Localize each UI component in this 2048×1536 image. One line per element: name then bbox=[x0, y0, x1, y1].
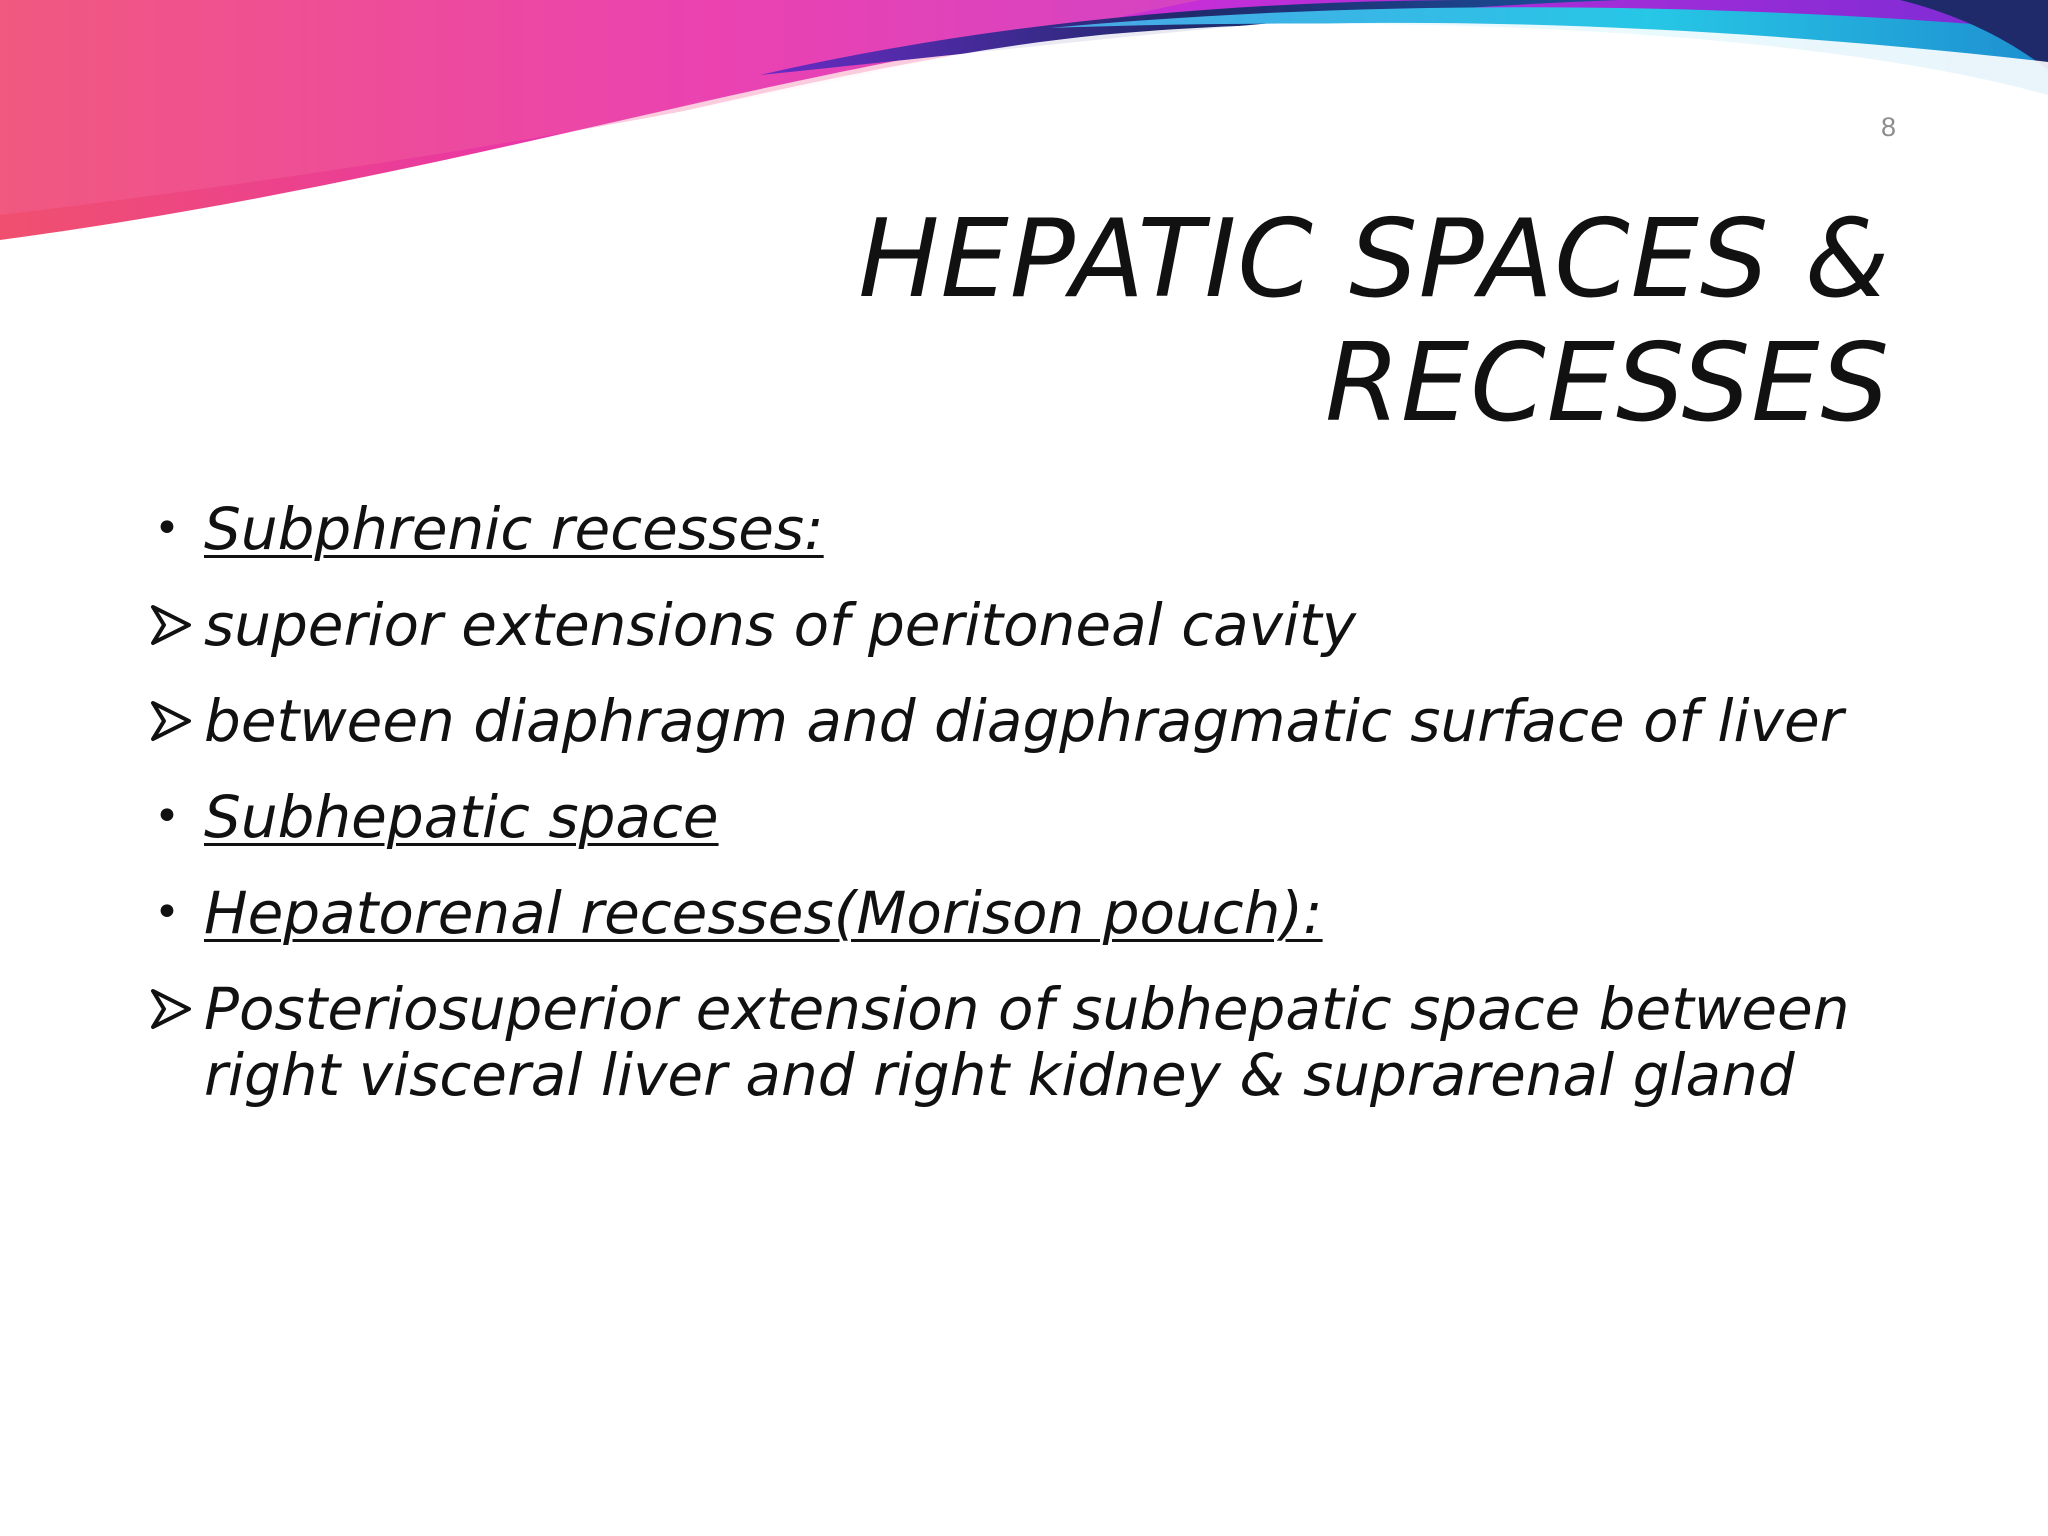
bullet-dot-icon: • bbox=[154, 503, 180, 554]
bullet-text: Subphrenic recesses: bbox=[204, 495, 824, 563]
arrow-bullet-icon bbox=[150, 688, 200, 742]
bullet-dot-icon: • bbox=[154, 887, 180, 938]
slide-number: 8 bbox=[1880, 112, 1896, 142]
slide-title-line-1: HEPATIC SPACES & bbox=[858, 197, 1890, 322]
slide-title bbox=[490, 198, 1890, 446]
bullet-item-hepatorenal-recesses bbox=[150, 880, 1870, 946]
bullet-text: Hepatorenal recesses(Morison pouch): bbox=[204, 879, 1323, 947]
bullet-list bbox=[150, 496, 1870, 1138]
arrow-bullet-icon bbox=[150, 976, 200, 1030]
slide-title-line-2: RECESSES bbox=[1325, 321, 1890, 446]
bullet-item-subhepatic-space bbox=[150, 784, 1870, 850]
bullet-item-between-diaphragm bbox=[150, 688, 1870, 754]
bullet-text: between diaphragm and diagphragmatic surface of liver bbox=[204, 687, 1844, 755]
bullet-item-superior-extensions bbox=[150, 592, 1870, 658]
bullet-dot-icon: • bbox=[154, 791, 180, 842]
bullet-text: Subhepatic space bbox=[204, 783, 719, 851]
bullet-item-subphrenic-recesses bbox=[150, 496, 1870, 562]
bullet-text: Posteriosuperior extension of subhepatic space between right visceral liver and right kidney & suprarenal gland bbox=[204, 975, 1850, 1109]
bullet-item-posteriosuperior-extension bbox=[150, 976, 1870, 1108]
bullet-text: superior extensions of peritoneal cavity bbox=[204, 591, 1357, 659]
arrow-bullet-icon bbox=[150, 592, 200, 646]
